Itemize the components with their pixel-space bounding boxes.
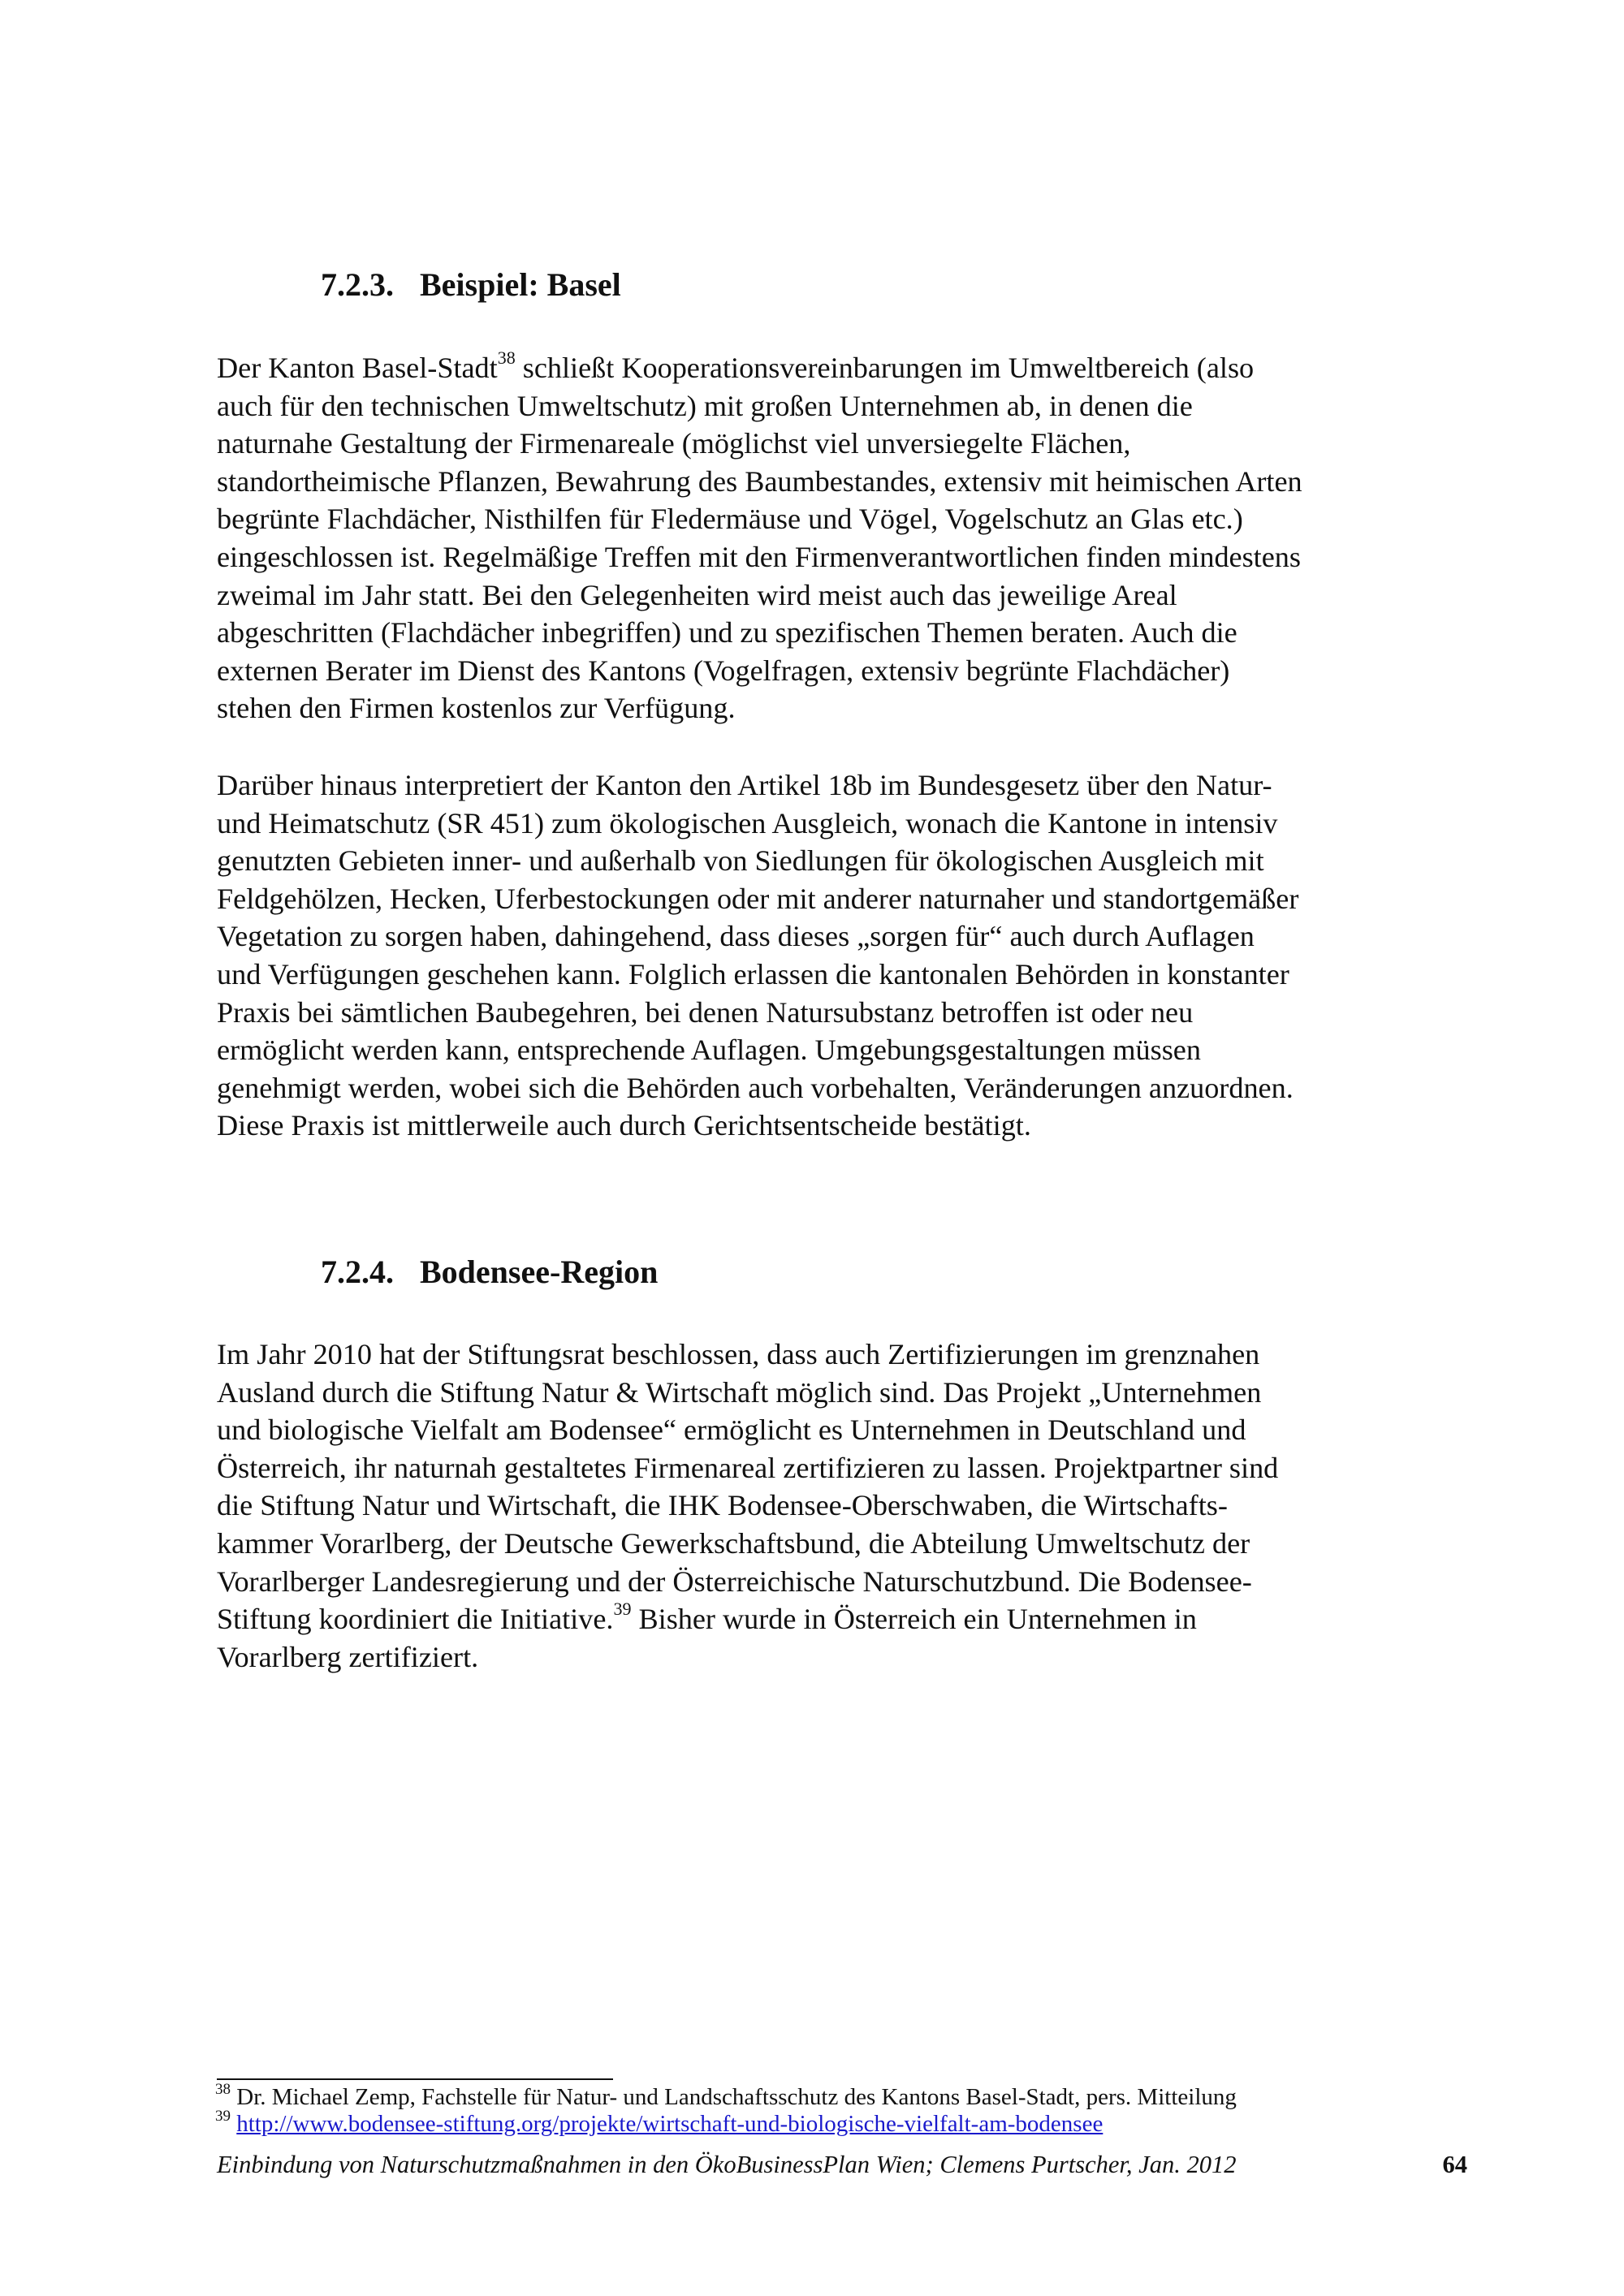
text-line: und Heimatschutz (SR 451) zum ökologischen Ausgleich, wonach die Kantone in intensiv bbox=[217, 806, 1278, 839]
text-line: Darüber hinaus interpretiert der Kanton den Artikel 18b im Bundesgesetz über den Natur- bbox=[217, 769, 1272, 801]
page-number: 64 bbox=[1442, 2151, 1467, 2178]
text-line: und biologische Vielfalt am Bodensee“ ermöglicht es Unternehmen in Deutschland und bbox=[217, 1413, 1246, 1447]
text-line: Vegetation zu sorgen haben, dahingehend, dass dieses „sorgen für“ auch durch Auflagen bbox=[217, 920, 1255, 953]
text-line: Ausland durch die Stiftung Natur & Wirtschaft möglich sind. Das Projekt „Unternehmen bbox=[217, 1375, 1262, 1409]
text-line: standortheimische Pflanzen, Bewahrung des Baumbestandes, extensiv mit heimischen Arten bbox=[217, 464, 1302, 498]
text-line: Stiftung koordiniert die Initiative.$^{39}$ Bisher wurde in Österreich ein Unternehmen in bbox=[217, 1599, 1197, 1636]
text-line: begrünte Flachdächer, Nisthilfen für Fledermäuse und Vögel, Vogelschutz an Glas etc.) bbox=[217, 503, 1243, 536]
footnotes bbox=[215, 2081, 1237, 2138]
text-line: und Verfügungen geschehen kann. Folglich erlassen die kantonalen Behörden in konstanter bbox=[217, 957, 1289, 990]
bodensee-paragraph bbox=[217, 1336, 1435, 1676]
page-footer bbox=[217, 2150, 1467, 2179]
text-line: die Stiftung Natur und Wirtschaft, die IHK Bodensee-Oberschwaben, die Wirtschafts- bbox=[217, 1489, 1228, 1522]
footnote-link[interactable]: http://www.bodensee-stiftung.org/projekte/wirtschaft-und-biologische-vielfalt-am-bodensee bbox=[236, 2111, 1104, 2137]
text-line: Der Kanton Basel-Stadt$^{38}$ schließt Kooperationsvereinbarungen im Umweltbereich (also bbox=[217, 347, 1255, 384]
text-line: naturnahe Gestaltung der Firmenareale (möglichst viel unversiegelte Flächen, bbox=[217, 427, 1131, 460]
text-line: Feldgehölzen, Hecken, Uferbestockungen oder mit anderer naturnaher und standortgemäßer bbox=[217, 882, 1299, 915]
footnote-ref-38[interactable]: 38 bbox=[497, 347, 516, 368]
section-heading-7-2-4 bbox=[321, 1254, 658, 1291]
footnote-39 bbox=[215, 2108, 1237, 2138]
footer-text: Einbindung von Naturschutzmaßnahmen in den ÖkoBusinessPlan Wien; Clemens Purtscher, Jan. 2012 bbox=[217, 2151, 1237, 2178]
section-number: 7.2.4. bbox=[321, 1254, 394, 1290]
text-line: ermöglicht werden kann, entsprechende Auflagen. Umgebungsgestaltungen müssen bbox=[217, 1034, 1201, 1067]
text-line: abgeschritten (Flachdächer inbegriffen) und zu spezifischen Themen beraten. Auch die bbox=[217, 616, 1237, 650]
text-line: eingeschlossen ist. Regelmäßige Treffen mit den Firmenverantwortlichen finden mindestens bbox=[217, 540, 1301, 573]
text-line: zweimal im Jahr statt. Bei den Gelegenheiten wird meist auch das jeweilige Areal bbox=[217, 578, 1177, 611]
text-line: Praxis bei sämtlichen Baubegehren, bei denen Natursubstanz betroffen ist oder neu bbox=[217, 995, 1194, 1029]
footnote-ref-39[interactable]: 39 bbox=[613, 1599, 632, 1620]
text-line: kammer Vorarlberg, der Deutsche Gewerkschaftsbund, die Abteilung Umweltschutz der bbox=[217, 1526, 1250, 1560]
text-line: Vorarlberger Landesregierung und der Österreichische Naturschutzbund. Die Bodensee- bbox=[217, 1564, 1252, 1598]
footnote-separator bbox=[217, 2078, 613, 2080]
text-line: Vorarlberg zertifiziert. bbox=[217, 1640, 479, 1673]
basel-paragraph-2 bbox=[217, 766, 1435, 1145]
footnote-text: Dr. Michael Zemp, Fachstelle für Natur- und Landschaftsschutz des Kantons Basel-Stadt, pers. Mitteilung bbox=[231, 2084, 1237, 2110]
text-line: genutzten Gebieten inner- und außerhalb von Siedlungen für ökologischen Ausgleich mit bbox=[217, 844, 1264, 878]
footnote-number: 38 bbox=[215, 2081, 231, 2099]
section-title: Beispiel: Basel bbox=[420, 266, 621, 303]
text-line: Österreich, ihr naturnah gestaltetes Firmenareal zertifizieren zu lassen. Projektpartner sind bbox=[217, 1451, 1279, 1484]
footnote-38 bbox=[215, 2081, 1237, 2111]
basel-paragraph-1 bbox=[217, 349, 1435, 727]
section-title: Bodensee-Region bbox=[420, 1254, 659, 1290]
footnote-number: 39 bbox=[215, 2108, 231, 2126]
text-line: externen Berater im Dienst des Kantons (Vogelfragen, extensiv begrünte Flachdächer) bbox=[217, 654, 1230, 687]
section-heading-7-2-3 bbox=[321, 266, 621, 304]
text-line: Im Jahr 2010 hat der Stiftungsrat beschlossen, dass auch Zertifizierungen im grenznahen bbox=[217, 1338, 1260, 1370]
text-line: genehmigt werden, wobei sich die Behörden auch vorbehalten, Veränderungen anzuordnen. bbox=[217, 1071, 1294, 1104]
text-line: Diese Praxis ist mittlerweile auch durch Gerichtsentscheide bestätigt. bbox=[217, 1109, 1031, 1142]
text-line: auch für den technischen Umweltschutz) mit großen Unternehmen ab, in denen die bbox=[217, 389, 1193, 422]
section-number: 7.2.3. bbox=[321, 266, 394, 303]
text-line: stehen den Firmen kostenlos zur Verfügung. bbox=[217, 692, 736, 725]
